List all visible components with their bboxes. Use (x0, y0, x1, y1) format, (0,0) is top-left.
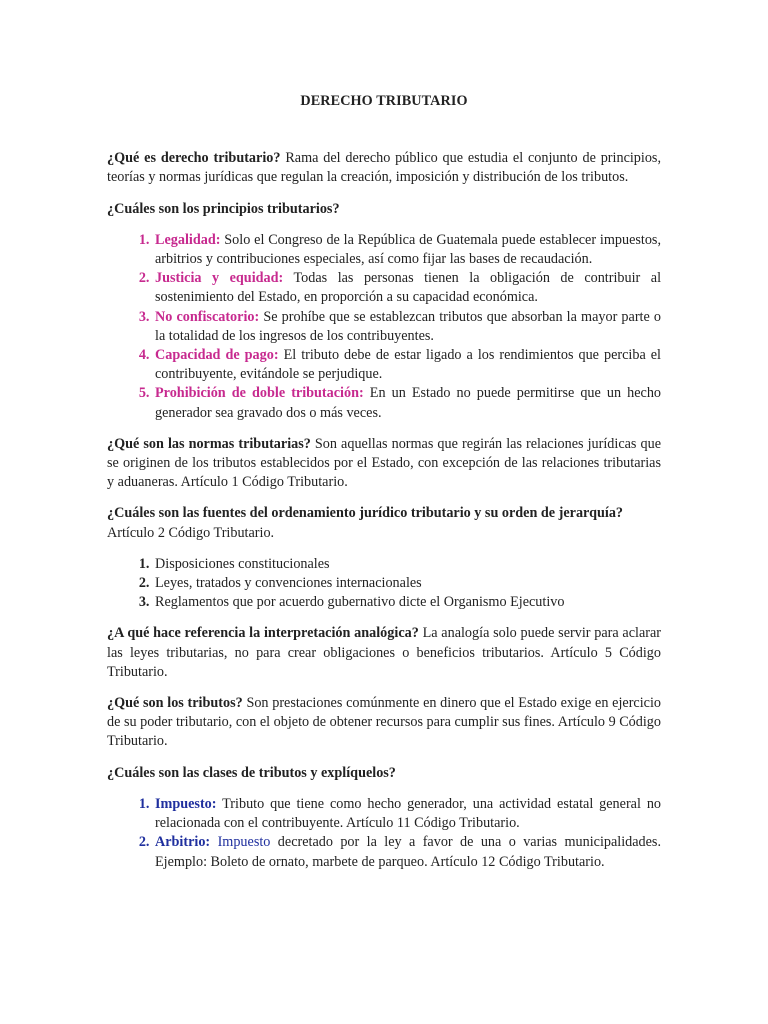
list-item: 2. Leyes, tratados y convenciones internacionales (153, 574, 661, 593)
answer-tributes: Son prestaciones comúnmente en dinero que el Estado exige en ejercicio de su poder tributario, con el objeto de obtener recursos para cumplir sus fines. Artículo 9 Código Tributario. (107, 695, 661, 750)
class-text: Tributo que tiene como hecho generador, una actividad estatal general no relacionada con el contribuyente. Artículo 11 Código Tributario. (155, 795, 662, 832)
question-sources: ¿Cuáles son las fuentes del ordenamiento jurídico tributario y su orden de jerarquía? (107, 505, 624, 522)
paragraph-sources (107, 504, 661, 542)
list-item (153, 795, 661, 833)
question-analogy: ¿A qué hace referencia la interpretación analógica? (107, 625, 419, 642)
principle-text: Se prohíbe que se establezcan tributos que absorban la mayor parte o la totalidad de los ingresos de los contribuyentes. (155, 308, 662, 344)
classes-list (107, 795, 661, 872)
principle-text: El tributo debe de estar ligado a los rendimientos que perciba el contribuyente, evitándole se perjudique. (155, 347, 661, 383)
question-norms: ¿Qué son las normas tributarias? (107, 435, 311, 452)
answer-norms: Son aquellas normas que regirán las relaciones jurídicas que se originen de los tributos establecidos por el Estado, con excepción de las relaciones tributarias y aduaneras. Artículo 1 Código Tributario. (107, 435, 661, 491)
list-item: 1. Disposiciones constitucionales (153, 555, 661, 574)
list-item (153, 346, 661, 384)
question-tributes: ¿Qué son los tributos? (107, 695, 243, 712)
principle-text: Solo el Congreso de la República de Guatemala puede establecer impuestos, arbitrios y contribuciones especiales, así como fijar las bases de recaudación. (155, 231, 662, 268)
question-definition: ¿Qué es derecho tributario? (107, 150, 281, 167)
question-classes-label: ¿Cuáles son las clases de tributos y explíquelos? (107, 764, 396, 781)
principle-term: Justicia y equidad: (155, 270, 284, 287)
principle-term: Capacidad de pago: (155, 347, 279, 364)
question-principles (107, 200, 661, 219)
page-title: DERECHO TRIBUTARIO (300, 93, 468, 109)
class-term: Impuesto: (155, 795, 217, 812)
paragraph-definition (107, 149, 661, 187)
list-item (153, 384, 661, 422)
question-classes (107, 764, 661, 783)
principle-term: Prohibición de doble tributación: (155, 385, 364, 402)
sources-list (107, 555, 661, 613)
question-principles-label: ¿Cuáles son los principios tributarios? (107, 200, 340, 217)
paragraph-tributes (107, 694, 661, 752)
principle-text: Todas las personas tienen la obligación de contribuir al sostenimiento del Estado, en proporción a su capacidad económica. (155, 270, 662, 306)
class-term: Arbitrio: (155, 834, 211, 851)
principle-term: No confiscatorio: (155, 308, 260, 325)
principle-term: Legalidad: (155, 231, 221, 248)
paragraph-analogy (107, 624, 661, 682)
answer-analogy: La analogía solo puede servir para aclarar las leyes tributarias, no para crear obligaciones o beneficios tributarios. Artículo 5 Código Tributario. (107, 625, 661, 680)
list-item (153, 833, 661, 871)
classes-list-wrapper (107, 795, 661, 872)
list-item (153, 231, 661, 269)
class-text: decretado por la ley a favor de una o varias municipalidades. Ejemplo: Boleto de ornato, marbete de parqueo. Artículo 12 Código Tributario. (155, 834, 662, 870)
list-item: 3. Reglamentos que por acuerdo gubernativo dicte el Organismo Ejecutivo (153, 593, 661, 612)
principle-text: En un Estado no puede permitirse que un hecho generador sea gravado dos o más veces. (155, 385, 662, 421)
answer-definition: Rama del derecho público que estudia el conjunto de principios, teorías y normas jurídicas que regulan la creación, imposición y distribución de los tributos. (107, 150, 662, 186)
list-item (153, 308, 661, 346)
answer-sources: Artículo 2 Código Tributario. (107, 524, 275, 541)
principles-list-wrapper (107, 231, 661, 423)
sources-list-wrapper (107, 555, 661, 613)
principles-list (107, 231, 661, 423)
paragraph-norms (107, 435, 661, 493)
list-item (153, 269, 661, 307)
class-link: Impuesto (217, 834, 271, 851)
